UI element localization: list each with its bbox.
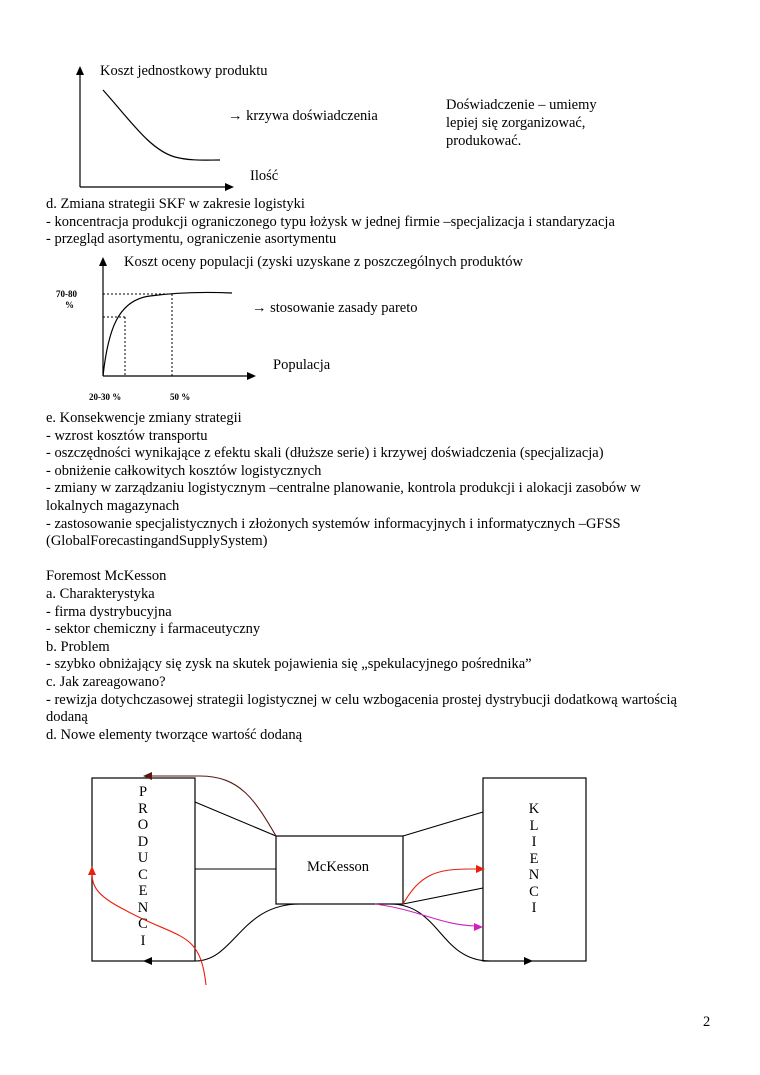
fig1-y-label: Koszt jednostkowy produktu <box>100 63 268 79</box>
fig2-y-tick-bottom: % <box>65 300 74 310</box>
section-foremost-line: - sektor chemiczny i farmaceutyczny <box>46 621 261 638</box>
connector-line <box>403 888 483 904</box>
producers-letter: U <box>137 850 149 866</box>
red-flow-curve-right <box>403 869 478 904</box>
fig1-note-line-3: produkować. <box>446 133 522 149</box>
producers-letter: R <box>138 800 148 817</box>
producers-letter: C <box>138 866 148 883</box>
clients-label <box>524 801 544 917</box>
clients-letter: I <box>531 900 537 916</box>
clients-letter: E <box>529 850 539 867</box>
fig2-x-tick-2: 50 % <box>170 392 191 402</box>
red-flow-arrowhead-right <box>476 865 485 873</box>
fig2-x-label: Populacja <box>273 357 331 373</box>
producers-letter: C <box>138 916 148 932</box>
red-flow-arrowhead-left <box>88 866 96 875</box>
clients-letter: N <box>528 867 540 883</box>
fig2-y-label: Koszt oceny populacji (zyski uzyskane z poszczególnych produktów <box>124 254 524 270</box>
fig2-curve-label: → stosowanie zasady pareto <box>252 300 418 316</box>
section-d-line: d. Zmiana strategii SKF w zakresie logistyki <box>46 196 305 212</box>
section-d-line: - koncentracja produkcji ograniczonego typu łożysk w jednej firmie –specjalizacja i standaryzacja <box>46 213 615 230</box>
fig1-curve-label: → krzywa doświadczenia <box>228 108 378 124</box>
producers-letter: P <box>138 784 148 800</box>
section-foremost-line: a. Charakterystyka <box>46 585 155 602</box>
section-foremost-line: d. Nowe elementy tworzące wartość dodaną <box>46 726 303 743</box>
section-foremost-line: Foremost McKesson <box>46 568 167 585</box>
section-e-line: - wzrost kosztów transportu <box>46 427 208 444</box>
connector-line <box>195 802 276 836</box>
fig1-x-label: Ilość <box>250 168 279 184</box>
return-flow-arrowhead <box>143 772 152 780</box>
fig2-y-tick-top: 70-80 <box>56 289 77 299</box>
section-e-line: - zastosowanie specjalistycznych i złożonych systemów informacyjnych i informatycznych –GFSS (GlobalForecastingandSupplySystem) <box>46 515 621 550</box>
page-number: 2 <box>703 1014 711 1030</box>
section-e-line: e. Konsekwencje zmiany strategii <box>46 410 242 426</box>
clients-letter: I <box>531 834 537 850</box>
connector-line <box>403 812 483 836</box>
bottom-flow-curve <box>150 904 525 961</box>
section-foremost-line: - firma dystrybucyjna <box>46 603 172 620</box>
bottom-flow-arrowhead-right <box>524 957 533 965</box>
section-foremost-line: - szybko obniżający się zysk na skutek pojawienia się „spekulacyjnego pośrednika” <box>46 656 532 673</box>
magenta-flow-curve <box>375 904 476 926</box>
return-flow-curve <box>150 776 276 836</box>
producers-label <box>133 784 153 949</box>
section-foremost-line: c. Jak zareagowano? <box>46 673 166 690</box>
fig1-note-line-2: lepiej się zorganizować, <box>446 115 586 131</box>
section-e-line: - obniżenie całkowitych kosztów logistycznych <box>46 462 322 479</box>
clients-letter: C <box>529 883 539 900</box>
fig1-note-line-1: Doświadczenie – umiemy <box>446 97 597 113</box>
producers-letter: N <box>137 899 149 916</box>
clients-letter: L <box>529 817 539 834</box>
section-d-line: - przegląd asortymentu, ograniczenie asortymentu <box>46 231 337 248</box>
mckesson-label: McKesson <box>307 859 370 875</box>
magenta-flow-arrowhead <box>474 923 483 931</box>
section-foremost-line: - rewizja dotychczasowej strategii logistycznej w celu wzbogacenia prostej dystrybucji dodatkową wartością dodaną <box>46 691 677 726</box>
producers-letter: E <box>138 883 148 899</box>
producers-letter: O <box>137 817 149 833</box>
section-e-line: - zmiany w zarządzaniu logistycznym –centralne planowanie, kontrola produkcji i alokacji zasobów w lokalnych magazynach <box>46 480 641 514</box>
section-foremost-line: b. Problem <box>46 638 110 655</box>
fig2-x-tick-1: 20-30 % <box>89 392 122 402</box>
section-e-line: - oszczędności wynikające z efektu skali (dłuższe serie) i krzywej doświadczenia (specjalizacja) <box>46 445 604 462</box>
clients-letter: K <box>528 801 540 817</box>
producers-letter: D <box>137 833 149 850</box>
producers-letter: I <box>140 932 146 949</box>
bottom-flow-arrowhead-left <box>143 957 152 965</box>
